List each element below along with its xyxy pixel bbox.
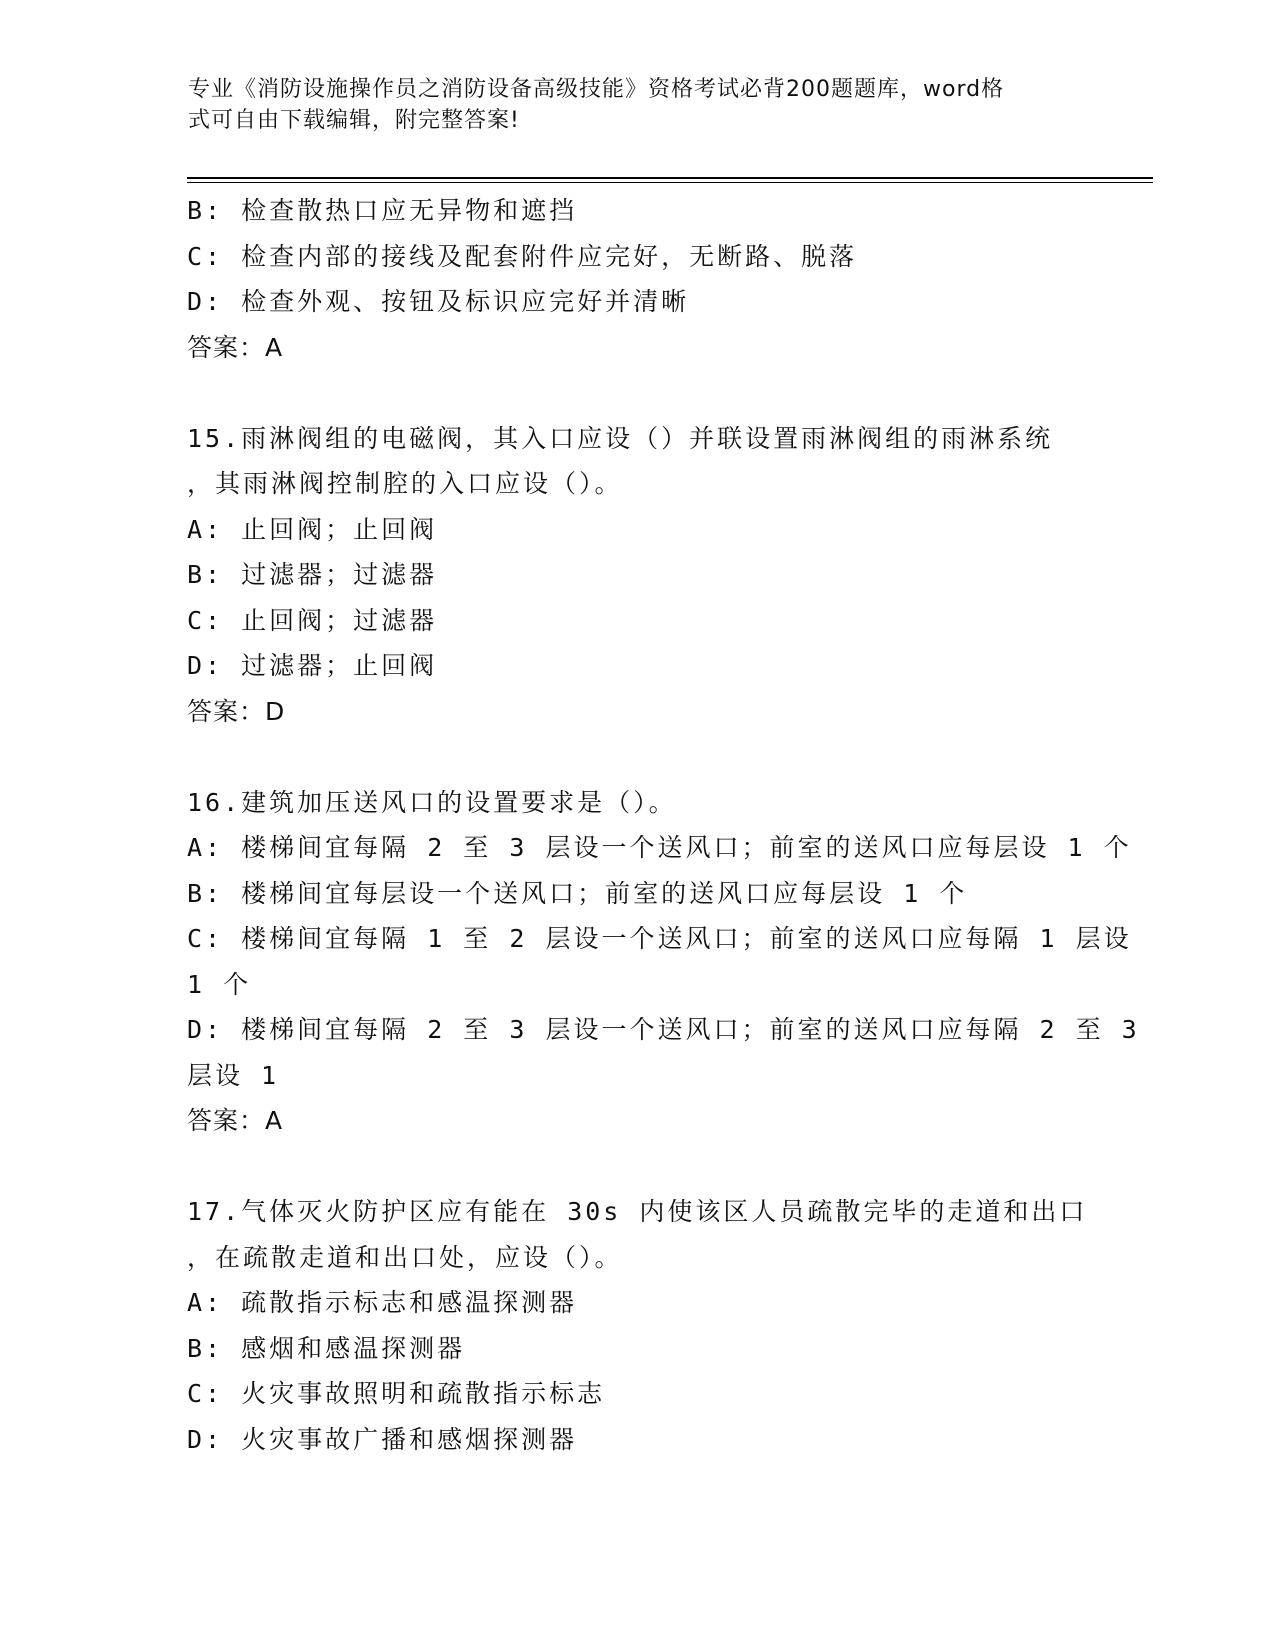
answer: 答案：A xyxy=(187,332,284,362)
option-d: D: 过滤器；止回阀 xyxy=(187,651,438,680)
question-stem: ，在疏散走道和出口处，应设（）。 xyxy=(187,1242,623,1272)
option-c: C: 楼梯间宜每隔 1 至 2 层设一个送风口；前室的送风口应每隔 1 层设 xyxy=(187,924,1132,953)
option-d: D: 检查外观、按钮及标识应完好并清晰 xyxy=(187,287,690,316)
option-b: B: 感烟和感温探测器 xyxy=(187,1333,466,1363)
option-b: B: 过滤器；过滤器 xyxy=(187,560,438,589)
header-rule-thin xyxy=(187,182,1153,183)
question-stem: 15.雨淋阀组的电磁阀，其入口应设（）并联设置雨淋阀组的雨淋系统 xyxy=(187,423,1054,453)
prev-question xyxy=(187,188,1087,370)
spacer xyxy=(187,1144,1087,1190)
option-d: D: 火灾事故广播和感烟探测器 xyxy=(187,1424,578,1454)
option-c-continued: 1 个 xyxy=(187,969,252,999)
option-c: C: 止回阀；过滤器 xyxy=(187,605,438,635)
question-15 xyxy=(187,416,1087,735)
question-stem: 16.建筑加压送风口的设置要求是（）。 xyxy=(187,787,677,817)
option-d: D: 楼梯间宜每隔 2 至 3 层设一个送风口；前室的送风口应每隔 2 至 3 xyxy=(187,1015,1140,1044)
spacer xyxy=(187,370,1087,416)
question-16 xyxy=(187,780,1140,1144)
option-c: C: 检查内部的接线及配套附件应完好，无断路、脱落 xyxy=(187,241,858,271)
option-a: A: 止回阀；止回阀 xyxy=(187,514,438,544)
header-line-1: 专业《消防设施操作员之消防设备高级技能》资格考试必背200题题库，word格 xyxy=(188,77,1005,102)
question-content xyxy=(187,188,1140,1462)
header-rule-thick xyxy=(187,177,1153,179)
question-stem: ，其雨淋阀控制腔的入口应设（）。 xyxy=(187,469,623,498)
option-c: C: 火灾事故照明和疏散指示标志 xyxy=(187,1379,606,1408)
option-b: B: 检查散热口应无异物和遮挡 xyxy=(187,196,578,225)
option-a: A: 疏散指示标志和感温探测器 xyxy=(187,1288,578,1317)
document-header xyxy=(188,74,1068,136)
spacer xyxy=(187,734,1087,780)
answer: 答案：D xyxy=(187,696,286,726)
question-17 xyxy=(187,1189,1087,1462)
header-line-2: 式可自由下载编辑，附完整答案! xyxy=(188,108,520,133)
option-a: A: 楼梯间宜每隔 2 至 3 层设一个送风口；前室的送风口应每层设 1 个 xyxy=(187,833,1132,862)
option-b: B: 楼梯间宜每层设一个送风口；前室的送风口应每层设 1 个 xyxy=(187,878,968,908)
answer: 答案：A xyxy=(187,1106,284,1135)
question-stem: 17.气体灭火防护区应有能在 30s 内使该区人员疏散完毕的走道和出口 xyxy=(187,1197,1088,1226)
option-d-continued: 层设 1 xyxy=(187,1060,280,1090)
